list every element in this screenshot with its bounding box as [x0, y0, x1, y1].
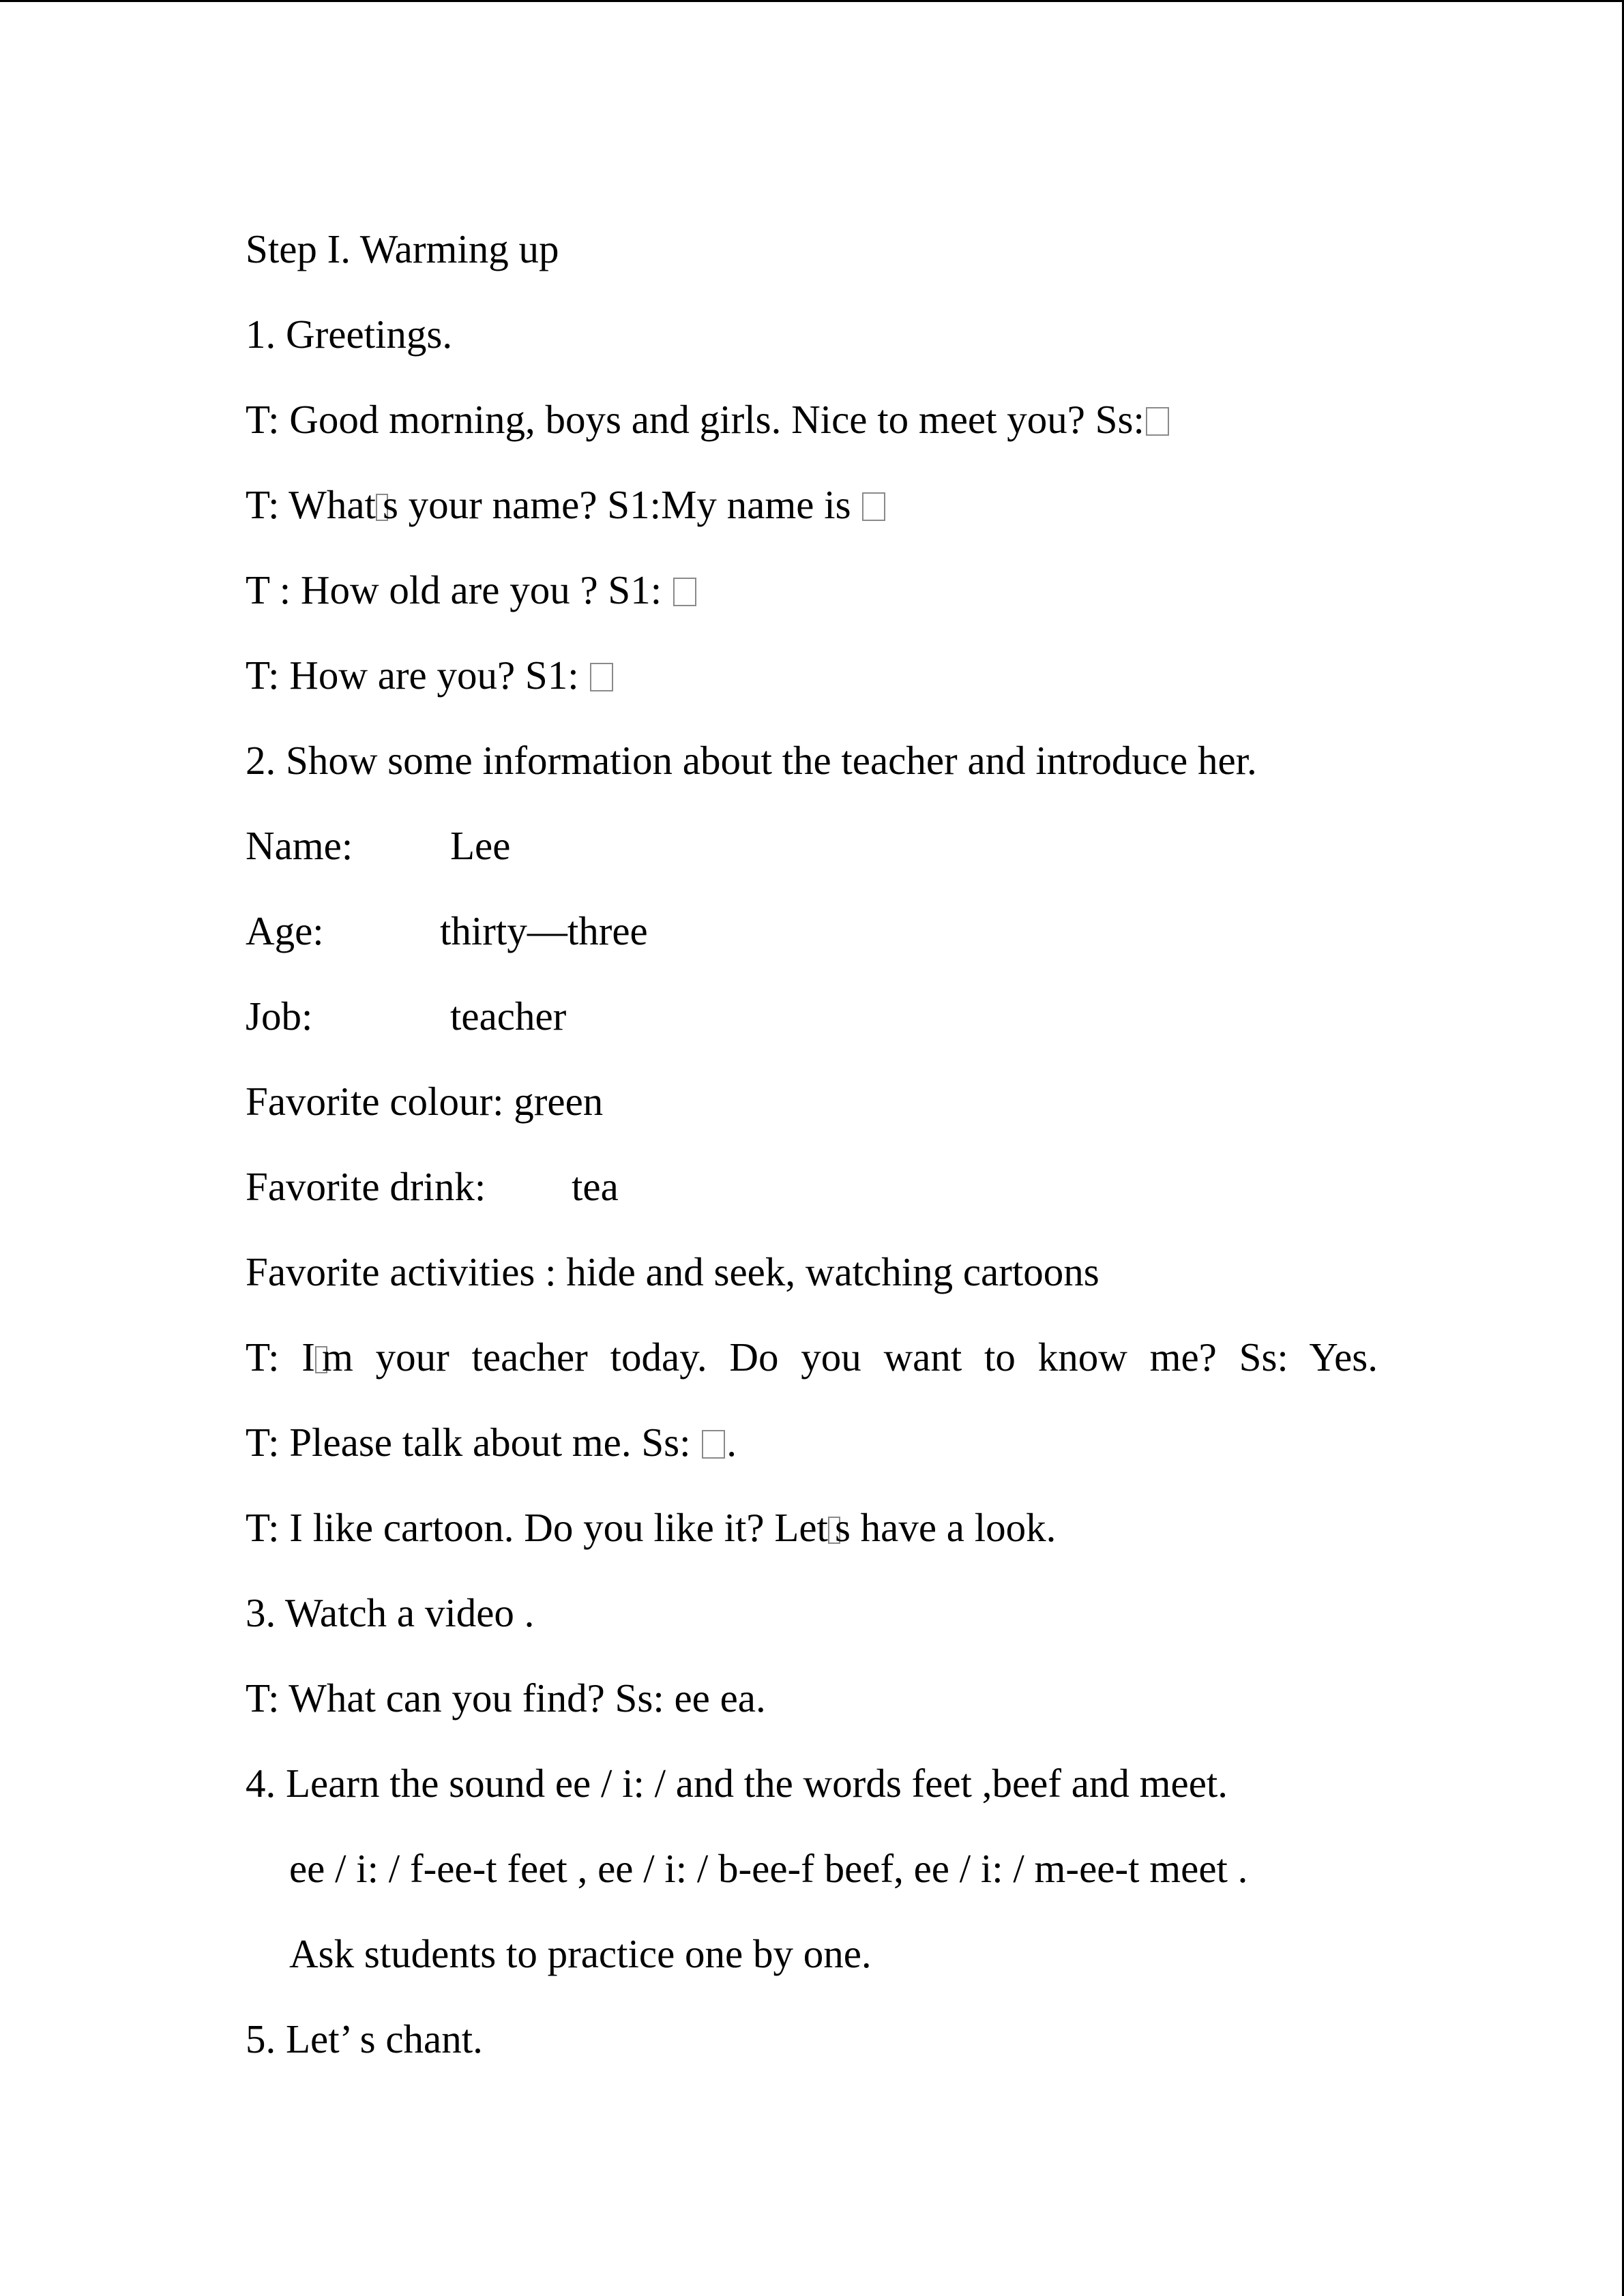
- dialogue-how-old: T : How old are you ? S1:: [246, 548, 1541, 633]
- dialogue-talk-about-me: T: Please talk about me. Ss: .: [246, 1420, 737, 1465]
- missing-glyph-box: [590, 663, 613, 691]
- info-drink: [246, 1144, 1541, 1229]
- item-show-information: 2. Show some information about the teacher and introduce her.: [246, 738, 1257, 783]
- item-watch-video: 3. Watch a video .: [246, 1590, 535, 1635]
- info-colour: Favorite colour: green: [246, 1079, 604, 1124]
- info-age: [246, 889, 1541, 974]
- missing-glyph-box: [862, 492, 885, 521]
- dialogue-what-can-you-find: T: What can you find? Ss: ee ea.: [246, 1675, 766, 1720]
- info-drink-value: tea: [572, 1164, 619, 1209]
- info-name-label: Name:: [246, 823, 353, 868]
- sound-practice-words: ee / i: / f-ee-t feet , ee / i: / b-ee-f beef, ee / i: / m-ee-t meet .: [289, 1846, 1248, 1891]
- item-learn-sound: 4. Learn the sound ee / i: / and the words feet ,beef and meet.: [246, 1761, 1228, 1806]
- info-job-value: teacher: [450, 994, 567, 1039]
- info-job-label: Job:: [246, 994, 313, 1039]
- missing-glyph-box: [1146, 407, 1169, 436]
- item-greetings: 1. Greetings.: [246, 312, 453, 357]
- info-name-value: Lee: [450, 823, 511, 868]
- sound-practice-instruction: Ask students to practice one by one.: [289, 1931, 872, 1976]
- info-drink-label: Favorite drink:: [246, 1164, 486, 1209]
- info-activities: Favorite activities : hide and seek, watching cartoons: [246, 1249, 1099, 1294]
- info-job: [246, 974, 1541, 1059]
- item-chant: 5. Let’ s chant.: [246, 2016, 483, 2061]
- info-name: [246, 803, 1541, 889]
- dialogue-im-your-teacher: T: I m your teacher today. Do you want to know me? Ss: Yes.: [246, 1335, 1378, 1380]
- dialogue-how-are-you: T: How are you? S1:: [246, 633, 1541, 718]
- missing-glyph-box: [673, 578, 696, 606]
- info-age-value: thirty—three: [440, 908, 648, 953]
- missing-glyph-box: [702, 1430, 725, 1459]
- dialogue-whats-your-name: T: What s your name? S1:My name is: [246, 462, 1541, 548]
- step-title: Step I. Warming up: [246, 226, 559, 271]
- dialogue-like-cartoon: T: I like cartoon. Do you like it? Let s have a look.: [246, 1505, 1057, 1550]
- dialogue-good-morning: T: Good morning, boys and girls. Nice to meet you? Ss:: [246, 377, 1541, 462]
- document-body: [246, 207, 1541, 2082]
- info-age-label: Age:: [246, 908, 324, 953]
